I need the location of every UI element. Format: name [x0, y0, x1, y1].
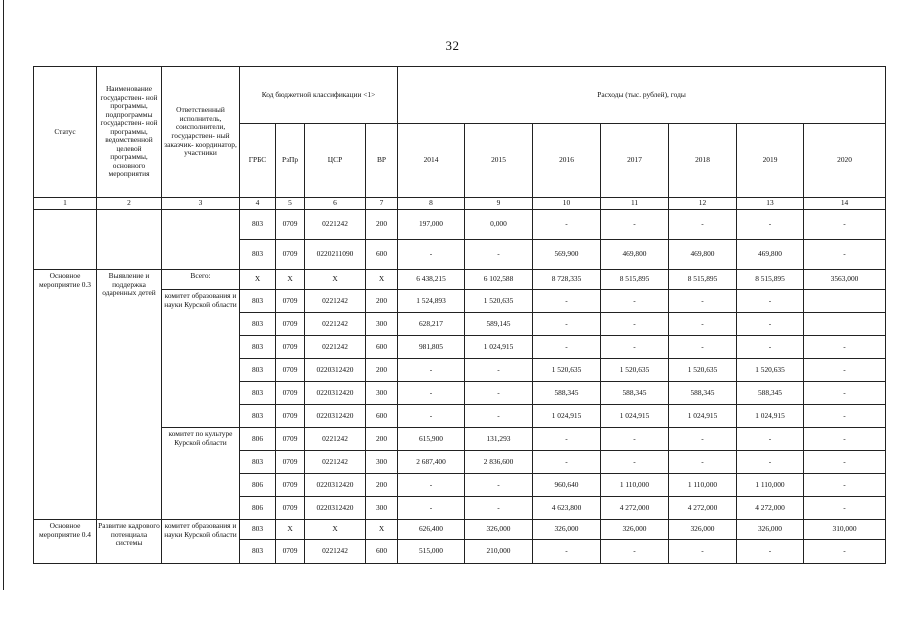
amount-cell: - — [465, 382, 533, 405]
amount-cell: 960,640 — [533, 474, 601, 497]
grbs-cell: 803 — [240, 336, 276, 359]
responsible-cell: комитет образования и науки Курской области — [162, 520, 240, 564]
grbs-cell: 806 — [240, 428, 276, 451]
csr-cell: X — [305, 270, 366, 290]
amount-cell: - — [804, 451, 886, 474]
amount-cell: - — [465, 405, 533, 428]
grbs-cell: 803 — [240, 240, 276, 270]
amount-cell: 2 836,600 — [465, 451, 533, 474]
amount-cell: 1 520,635 — [669, 359, 737, 382]
amount-cell: 326,000 — [669, 520, 737, 540]
amount-cell: 131,293 — [465, 428, 533, 451]
amount-cell: - — [398, 497, 465, 520]
amount-cell: - — [465, 240, 533, 270]
vr-cell: 300 — [366, 497, 398, 520]
amount-cell: 4 272,000 — [737, 497, 804, 520]
amount-cell: 8 515,895 — [737, 270, 804, 290]
amount-cell: - — [533, 336, 601, 359]
amount-cell: 197,000 — [398, 210, 465, 240]
grbs-cell: 803 — [240, 290, 276, 313]
grbs-cell: 803 — [240, 313, 276, 336]
amount-cell: 1 024,915 — [533, 405, 601, 428]
amount-cell: - — [669, 451, 737, 474]
amount-cell: - — [601, 290, 669, 313]
csr-cell: 0221242 — [305, 313, 366, 336]
grbs-cell: 803 — [240, 540, 276, 564]
amount-cell: - — [804, 497, 886, 520]
vr-cell: 300 — [366, 451, 398, 474]
amount-cell: - — [804, 359, 886, 382]
vr-cell: 600 — [366, 240, 398, 270]
grbs-cell: 803 — [240, 382, 276, 405]
rzpr-cell: 0709 — [276, 428, 305, 451]
csr-cell: X — [305, 520, 366, 540]
rzpr-cell: 0709 — [276, 382, 305, 405]
amount-cell: - — [533, 290, 601, 313]
csr-cell: 0221242 — [305, 210, 366, 240]
csr-cell: 0221242 — [305, 290, 366, 313]
vr-cell: 200 — [366, 474, 398, 497]
column-number: 2 — [97, 198, 162, 210]
column-number: 5 — [276, 198, 305, 210]
grbs-cell: 803 — [240, 451, 276, 474]
amount-cell: 588,345 — [669, 382, 737, 405]
amount-cell: 981,805 — [398, 336, 465, 359]
amount-cell: - — [804, 428, 886, 451]
header-expenses: Расходы (тыс. рублей), годы — [398, 67, 886, 124]
amount-cell: - — [669, 313, 737, 336]
responsible-cell: комитет по культуре Курской области — [162, 428, 240, 520]
amount-cell: 588,345 — [737, 382, 804, 405]
header-row-1 — [34, 67, 886, 124]
amount-cell: - — [737, 540, 804, 564]
amount-cell: - — [465, 359, 533, 382]
status-cell: Основное мероприятие 0.3 — [34, 270, 97, 520]
amount-cell: 469,800 — [737, 240, 804, 270]
amount-cell: - — [601, 313, 669, 336]
table-row — [34, 270, 886, 290]
amount-cell: - — [737, 336, 804, 359]
header-budget-code: Код бюджетной классификации <1> — [240, 67, 398, 124]
amount-cell: - — [804, 382, 886, 405]
csr-cell: 0220312420 — [305, 359, 366, 382]
amount-cell: 6 438,215 — [398, 270, 465, 290]
header-program-name: Наименование государствен- ной программы, подпрограммы государствен- ной программы, ведомственной целевой программы, основного мероприятия — [97, 67, 162, 198]
header-year: 2018 — [669, 124, 737, 198]
csr-cell: 0221242 — [305, 336, 366, 359]
grbs-cell: 806 — [240, 474, 276, 497]
amount-cell: 626,400 — [398, 520, 465, 540]
page-edge-line — [3, 0, 4, 590]
amount-cell: 1 520,635 — [601, 359, 669, 382]
vr-cell: 600 — [366, 336, 398, 359]
rzpr-cell: 0709 — [276, 405, 305, 428]
rzpr-cell: 0709 — [276, 240, 305, 270]
amount-cell: - — [669, 540, 737, 564]
amount-cell: 310,000 — [804, 520, 886, 540]
column-number: 11 — [601, 198, 669, 210]
vr-cell: 200 — [366, 428, 398, 451]
amount-cell — [804, 313, 886, 336]
rzpr-cell: 0709 — [276, 540, 305, 564]
column-number: 10 — [533, 198, 601, 210]
csr-cell: 0220211090 — [305, 240, 366, 270]
column-number: 8 — [398, 198, 465, 210]
table-row — [34, 210, 886, 240]
csr-cell: 0220312420 — [305, 405, 366, 428]
vr-cell: X — [366, 270, 398, 290]
amount-cell: 569,900 — [533, 240, 601, 270]
amount-cell: - — [601, 540, 669, 564]
responsible-cell: комитет образования и науки Курской области — [162, 290, 240, 428]
amount-cell: - — [533, 428, 601, 451]
vr-cell: 600 — [366, 540, 398, 564]
grbs-cell: 803 — [240, 359, 276, 382]
vr-cell: X — [366, 520, 398, 540]
grbs-cell: 803 — [240, 520, 276, 540]
amount-cell: 1 520,635 — [737, 359, 804, 382]
csr-cell: 0220312420 — [305, 474, 366, 497]
amount-cell: 1 024,915 — [601, 405, 669, 428]
amount-cell: 615,900 — [398, 428, 465, 451]
status-cell — [34, 210, 97, 270]
vr-cell: 300 — [366, 313, 398, 336]
amount-cell: 4 623,800 — [533, 497, 601, 520]
amount-cell: - — [601, 210, 669, 240]
csr-cell: 0221242 — [305, 428, 366, 451]
amount-cell: 469,800 — [601, 240, 669, 270]
amount-cell: 1 024,915 — [737, 405, 804, 428]
column-number: 9 — [465, 198, 533, 210]
amount-cell: - — [737, 290, 804, 313]
header-responsible: Ответственный исполнитель, соисполнители, государствен- ный заказчик- координатор, участники — [162, 67, 240, 198]
column-number: 13 — [737, 198, 804, 210]
table-row — [34, 520, 886, 540]
amount-cell: - — [533, 451, 601, 474]
header-status: Статус — [34, 67, 97, 198]
amount-cell: - — [465, 497, 533, 520]
amount-cell: - — [804, 540, 886, 564]
header-year: 2014 — [398, 124, 465, 198]
header-rzpr: РзПр — [276, 124, 305, 198]
rzpr-cell: 0709 — [276, 336, 305, 359]
amount-cell: - — [398, 405, 465, 428]
amount-cell: - — [804, 210, 886, 240]
amount-cell: - — [601, 336, 669, 359]
rzpr-cell: 0709 — [276, 210, 305, 240]
amount-cell: 3563,000 — [804, 270, 886, 290]
amount-cell: - — [737, 313, 804, 336]
vr-cell: 300 — [366, 382, 398, 405]
column-number: 3 — [162, 198, 240, 210]
rzpr-cell: 0709 — [276, 497, 305, 520]
amount-cell: 8 515,895 — [669, 270, 737, 290]
amount-cell: - — [669, 290, 737, 313]
program-name-cell — [97, 210, 162, 270]
program-name-cell: Выявление и поддержка одаренных детей — [97, 270, 162, 520]
amount-cell: 588,345 — [533, 382, 601, 405]
amount-cell: 1 110,000 — [737, 474, 804, 497]
amount-cell: - — [601, 428, 669, 451]
amount-cell: - — [804, 474, 886, 497]
column-number-row — [34, 198, 886, 210]
header-year: 2020 — [804, 124, 886, 198]
csr-cell: 0220312420 — [305, 382, 366, 405]
amount-cell: - — [533, 540, 601, 564]
rzpr-cell: 0709 — [276, 290, 305, 313]
grbs-cell: 806 — [240, 497, 276, 520]
header-grbs: ГРБС — [240, 124, 276, 198]
csr-cell: 0220312420 — [305, 497, 366, 520]
rzpr-cell: 0709 — [276, 313, 305, 336]
column-number: 12 — [669, 198, 737, 210]
table-row — [34, 428, 886, 451]
header-year: 2016 — [533, 124, 601, 198]
amount-cell: 326,000 — [465, 520, 533, 540]
program-name-cell: Развитие кадрового потенциала системы — [97, 520, 162, 564]
amount-cell: 6 102,588 — [465, 270, 533, 290]
amount-cell: 1 520,635 — [465, 290, 533, 313]
amount-cell: - — [398, 474, 465, 497]
amount-cell: 326,000 — [737, 520, 804, 540]
header-year: 2015 — [465, 124, 533, 198]
grbs-cell: 803 — [240, 405, 276, 428]
csr-cell: 0221242 — [305, 451, 366, 474]
amount-cell: 1 110,000 — [601, 474, 669, 497]
header-year: 2019 — [737, 124, 804, 198]
amount-cell: 589,145 — [465, 313, 533, 336]
vr-cell: 200 — [366, 210, 398, 240]
column-number: 6 — [305, 198, 366, 210]
responsible-cell: Всего: — [162, 270, 240, 290]
amount-cell: 1 024,915 — [669, 405, 737, 428]
amount-cell: 1 520,635 — [533, 359, 601, 382]
amount-cell: 8 515,895 — [601, 270, 669, 290]
amount-cell — [804, 290, 886, 313]
amount-cell: - — [737, 451, 804, 474]
status-cell: Основное мероприятие 0.4 — [34, 520, 97, 564]
amount-cell: 1 524,893 — [398, 290, 465, 313]
amount-cell: - — [669, 336, 737, 359]
amount-cell: - — [398, 382, 465, 405]
budget-table — [33, 66, 886, 564]
amount-cell: 4 272,000 — [669, 497, 737, 520]
header-csr: ЦСР — [305, 124, 366, 198]
rzpr-cell: X — [276, 520, 305, 540]
amount-cell: - — [804, 405, 886, 428]
amount-cell: - — [398, 240, 465, 270]
amount-cell: 1 024,915 — [465, 336, 533, 359]
responsible-cell — [162, 210, 240, 270]
amount-cell: - — [804, 240, 886, 270]
csr-cell: 0221242 — [305, 540, 366, 564]
amount-cell: 628,217 — [398, 313, 465, 336]
grbs-cell: 803 — [240, 210, 276, 240]
amount-cell: 210,000 — [465, 540, 533, 564]
rzpr-cell: 0709 — [276, 359, 305, 382]
column-number: 7 — [366, 198, 398, 210]
column-number: 1 — [34, 198, 97, 210]
amount-cell: - — [398, 359, 465, 382]
amount-cell: 469,800 — [669, 240, 737, 270]
rzpr-cell: 0709 — [276, 451, 305, 474]
vr-cell: 200 — [366, 290, 398, 313]
vr-cell: 200 — [366, 359, 398, 382]
amount-cell: - — [804, 336, 886, 359]
amount-cell: 1 110,000 — [669, 474, 737, 497]
column-number: 4 — [240, 198, 276, 210]
amount-cell: 8 728,335 — [533, 270, 601, 290]
amount-cell: 4 272,000 — [601, 497, 669, 520]
amount-cell: 588,345 — [601, 382, 669, 405]
table-row — [34, 290, 886, 313]
column-number: 14 — [804, 198, 886, 210]
amount-cell: - — [737, 428, 804, 451]
amount-cell: - — [737, 210, 804, 240]
header-vr: ВР — [366, 124, 398, 198]
rzpr-cell: 0709 — [276, 474, 305, 497]
page-number: 32 — [445, 38, 460, 53]
rzpr-cell: X — [276, 270, 305, 290]
amount-cell: - — [669, 210, 737, 240]
vr-cell: 600 — [366, 405, 398, 428]
amount-cell: 515,000 — [398, 540, 465, 564]
amount-cell: - — [465, 474, 533, 497]
grbs-cell: X — [240, 270, 276, 290]
amount-cell: 2 687,400 — [398, 451, 465, 474]
header-year: 2017 — [601, 124, 669, 198]
amount-cell: 0,000 — [465, 210, 533, 240]
amount-cell: 326,000 — [533, 520, 601, 540]
amount-cell: 326,000 — [601, 520, 669, 540]
amount-cell: - — [533, 313, 601, 336]
amount-cell: - — [601, 451, 669, 474]
amount-cell: - — [669, 428, 737, 451]
amount-cell: - — [533, 210, 601, 240]
